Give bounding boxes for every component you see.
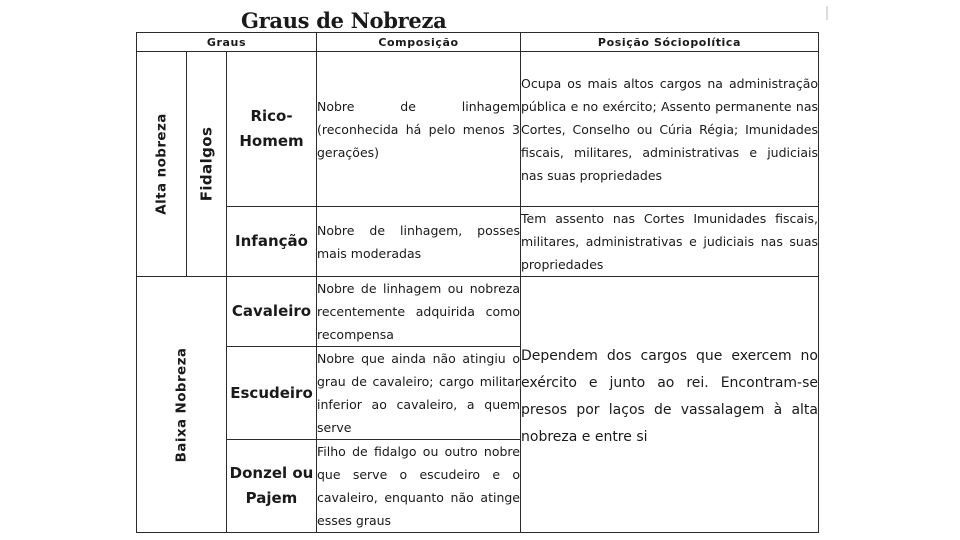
baixa-posicao: Dependem dos cargos que exercem no exército e junto ao rei. Encontram-se presos por laços de vassalagem à alta nobreza e entre si bbox=[521, 277, 819, 533]
group-fidalgos bbox=[187, 52, 227, 277]
grade-composicao: Nobre de linhagem (reconhecida há pelo menos 3 gerações) bbox=[317, 52, 521, 207]
table-row bbox=[137, 277, 819, 347]
group-baixa-nobreza bbox=[137, 277, 227, 533]
header-composicao: Composição bbox=[317, 33, 521, 52]
grade-name: Escudeiro bbox=[227, 347, 317, 440]
grade-composicao: Filho de fidalgo ou outro nobre que serve o escudeiro e o cavaleiro, enquanto não atinge esses graus bbox=[317, 440, 521, 533]
group-alta-label: Alta nobreza bbox=[153, 113, 170, 215]
nobility-table bbox=[136, 32, 819, 533]
scan-edge-line bbox=[826, 6, 828, 20]
group-fidalgos-label: Fidalgos bbox=[197, 126, 216, 202]
page-title: Graus de Nobreza bbox=[241, 8, 447, 33]
grade-posicao: Ocupa os mais altos cargos na administração pública e no exército; Assento permanente nas Cortes, Conselho ou Cúria Régia; Imunidades fiscais, militares, administrativas e judiciais nas suas propriedades bbox=[521, 52, 819, 207]
grade-name: Infanção bbox=[227, 207, 317, 277]
grade-posicao: Tem assento nas Cortes Imunidades fiscais, militares, administrativas e judiciais nas suas propriedades bbox=[521, 207, 819, 277]
grade-name: Rico-Homem bbox=[227, 52, 317, 207]
grade-composicao: Nobre que ainda não atingiu o grau de cavaleiro; cargo militar inferior ao cavaleiro, a quem serve bbox=[317, 347, 521, 440]
grade-name: Cavaleiro bbox=[227, 277, 317, 347]
table-row bbox=[137, 207, 819, 277]
grade-composicao: Nobre de linhagem, posses mais moderadas bbox=[317, 207, 521, 277]
group-alta-nobreza bbox=[137, 52, 187, 277]
table-row bbox=[137, 52, 819, 207]
header-graus: Graus bbox=[137, 33, 317, 52]
header-posicao: Posição Sóciopolítica bbox=[521, 33, 819, 52]
grade-composicao: Nobre de linhagem ou nobreza recentemente adquirida como recompensa bbox=[317, 277, 521, 347]
group-baixa-label: Baixa Nobreza bbox=[173, 347, 190, 462]
grade-name: Donzel ou Pajem bbox=[227, 440, 317, 533]
table-header-row bbox=[137, 33, 819, 52]
